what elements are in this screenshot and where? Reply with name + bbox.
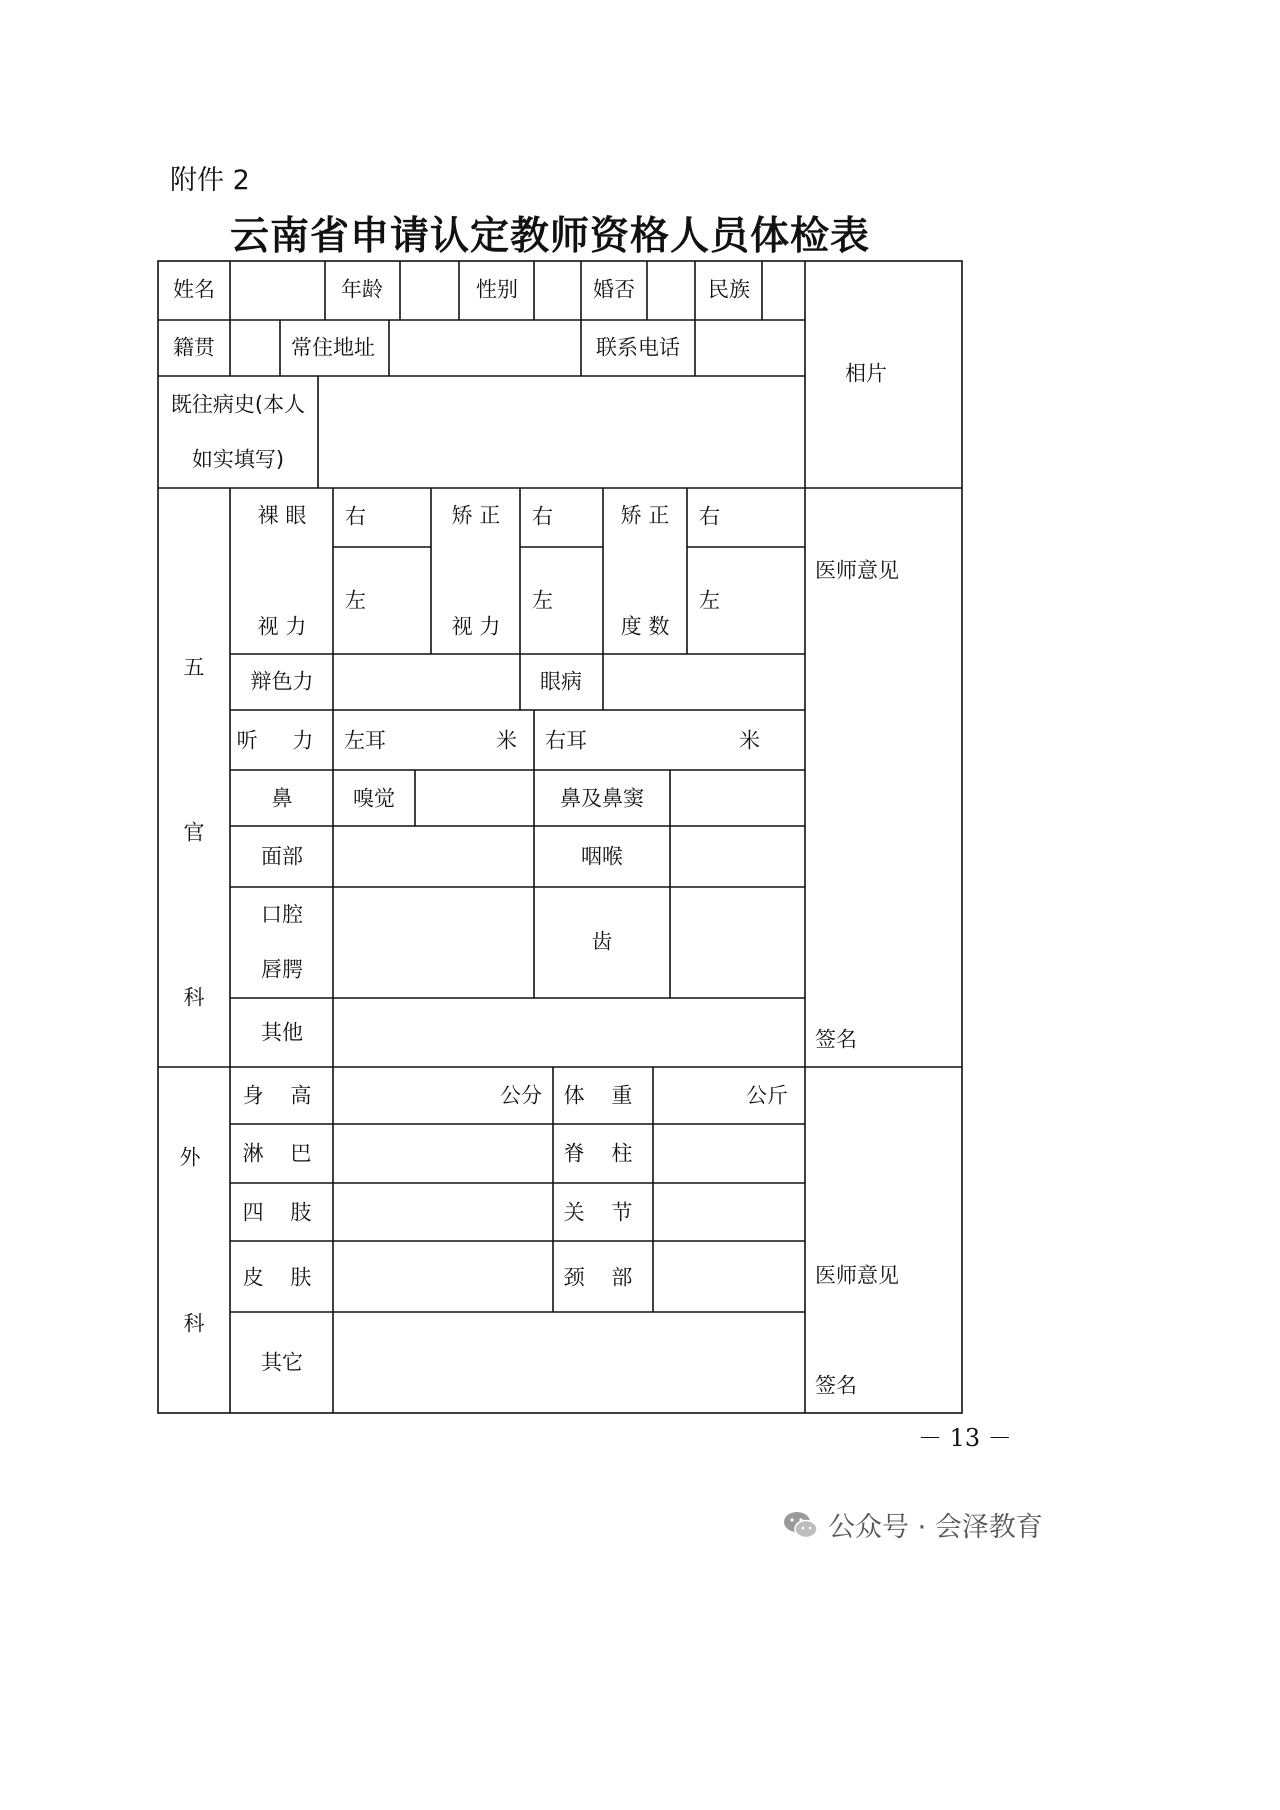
right-ear-meter: 米: [739, 728, 760, 753]
skin-label: 皮 肤: [242, 1265, 322, 1290]
marital-label: 婚否: [593, 277, 635, 302]
section-char-ke: 科: [183, 985, 205, 1010]
naked-eye-label-1: 裸 眼: [257, 503, 307, 528]
limbs-label: 四 肢: [242, 1200, 322, 1225]
photo-label: 相片: [845, 361, 887, 386]
wuguan-doctor-opinion: 医师意见: [815, 558, 899, 583]
weight-unit: 公斤: [746, 1083, 788, 1108]
eye-disease-label: 眼病: [540, 669, 582, 694]
waike-doctor-opinion: 医师意见: [815, 1263, 899, 1288]
phone-label: 联系电话: [596, 335, 680, 360]
face-label: 面部: [261, 844, 303, 869]
corrected-vision-label-2: 视 力: [451, 614, 501, 639]
naked-eye-label-2: 视 力: [257, 614, 307, 639]
height-label: 身 高: [242, 1083, 322, 1108]
corrected-left-label: 左: [532, 588, 553, 613]
age-label: 年龄: [341, 277, 383, 302]
throat-label: 咽喉: [581, 844, 623, 869]
wuguan-other-label: 其他: [261, 1020, 303, 1045]
nose-label: 鼻: [271, 786, 293, 811]
spine-label: 脊 柱: [563, 1141, 643, 1166]
mouth-label-1: 口腔: [261, 902, 303, 927]
wuguan-signature: 签名: [815, 1027, 857, 1052]
watermark: [782, 1505, 1043, 1544]
section-char-wai: 外: [179, 1145, 201, 1170]
naked-right-label: 右: [345, 504, 366, 529]
section-char-wu: 五: [183, 655, 205, 680]
correction-degree-label-1: 矫 正: [620, 503, 670, 528]
teeth-label: 齿: [591, 929, 613, 954]
height-unit: 公分: [500, 1083, 542, 1108]
form-title: 云南省申请认定教师资格人员体检表: [229, 214, 870, 259]
waike-other-label: 其它: [261, 1350, 303, 1375]
corrected-vision-label-1: 矫 正: [451, 503, 501, 528]
native-place-label: 籍贯: [173, 335, 215, 360]
mouth-label-2: 唇腭: [261, 957, 303, 982]
waike-signature: 签名: [815, 1373, 857, 1398]
ethnicity-label: 民族: [708, 277, 750, 302]
right-ear-label: 右耳: [545, 728, 587, 753]
wechat-icon: [782, 1510, 820, 1540]
left-ear-label: 左耳: [344, 728, 386, 753]
naked-left-label: 左: [345, 588, 366, 613]
lymph-label: 淋 巴: [242, 1141, 322, 1166]
history-label-line1: 既往病史(本人: [170, 392, 306, 417]
degree-left-label: 左: [699, 588, 720, 613]
address-label: 常住地址: [291, 335, 375, 360]
gender-label: 性别: [476, 277, 518, 302]
joints-label: 关 节: [563, 1200, 643, 1225]
watermark-text: 公众号 · 会泽教育: [828, 1512, 1043, 1543]
attachment-label: 附件 2: [170, 165, 250, 196]
corrected-right-label: 右: [532, 504, 553, 529]
neck-label: 颈 部: [563, 1265, 643, 1290]
name-label: 姓名: [173, 277, 215, 302]
section-char-guan: 官: [183, 820, 205, 845]
page-number: － 13 －: [918, 1424, 1012, 1452]
degree-right-label: 右: [699, 504, 720, 529]
hearing-label: 听 力: [236, 728, 328, 753]
correction-degree-label-2: 度 数: [620, 614, 670, 639]
history-label-line2: 如实填写): [191, 447, 285, 472]
sinus-label: 鼻及鼻窦: [560, 786, 644, 811]
color-vision-label: 辩色力: [250, 669, 314, 694]
left-ear-meter: 米: [496, 728, 517, 753]
weight-label: 体 重: [563, 1083, 643, 1108]
section-char-ke-2: 科: [183, 1311, 205, 1336]
smell-label: 嗅觉: [353, 786, 395, 811]
